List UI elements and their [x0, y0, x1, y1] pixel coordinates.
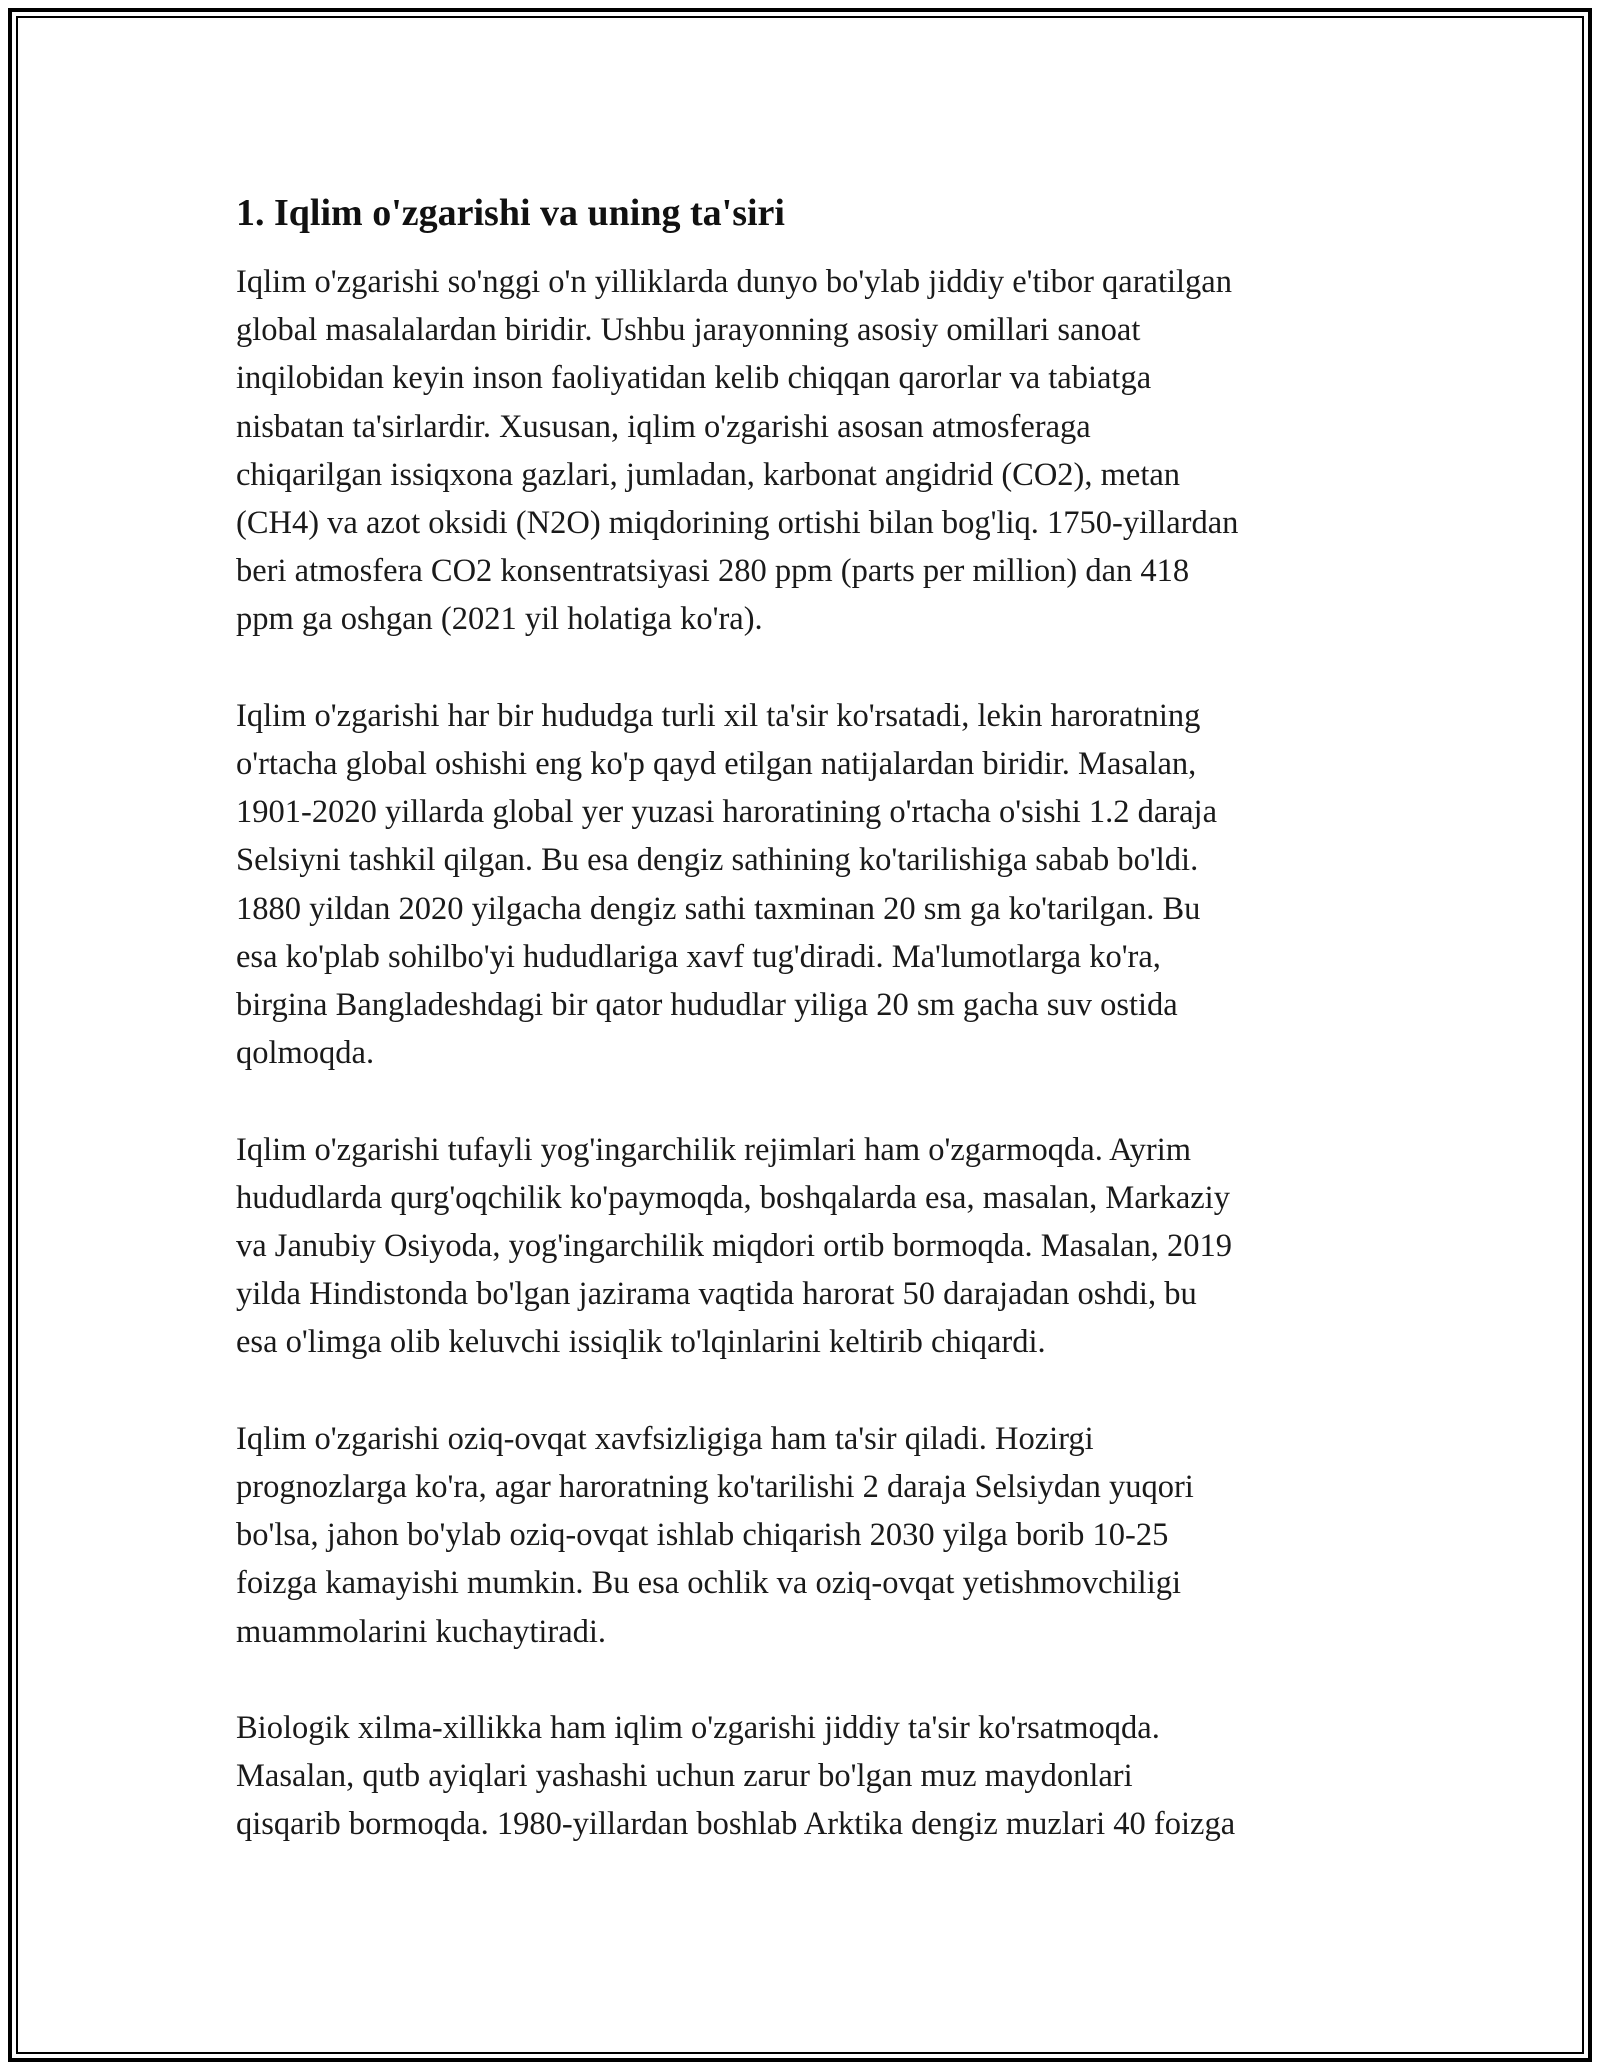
paragraph-5 [236, 1704, 1376, 1849]
text-line: va Janubiy Osiyoda, yog'ingarchilik miqdori ortib bormoqda. Masalan, 2019 [236, 1228, 1233, 1265]
text-line: prognozlarga ko'ra, agar haroratning ko'tarilishi 2 daraja Selsiydan yuqori [236, 1469, 1194, 1506]
text-line: 1880 yildan 2020 yilgacha dengiz sathi taxminan 20 sm ga ko'tarilgan. Bu [236, 890, 1201, 927]
text-line: qolmoqda. [236, 1035, 375, 1072]
text-line: ppm ga oshgan (2021 yil holatiga ko'ra). [236, 601, 763, 638]
text-line: birgina Bangladeshdagi bir qator hududlar yiliga 20 sm gacha suv ostida [236, 987, 1178, 1024]
text-line: 1901-2020 yillarda global yer yuzasi haroratining o'rtacha o'sishi 1.2 daraja [236, 794, 1217, 831]
text-line: chiqarilgan issiqxona gazlari, jumladan, karbonat angidrid (CO2), metan [236, 456, 1181, 493]
text-line: Biologik xilma-xillikka ham iqlim o'zgarishi jiddiy ta'sir ko'rsatmoqda. [236, 1710, 1160, 1747]
text-line: muammolarini kuchaytiradi. [236, 1613, 607, 1650]
text-line: Masalan, qutb ayiqlari yashashi uchun zarur bo'lgan muz maydonlari [236, 1758, 1133, 1795]
text-line: Iqlim o'zgarishi tufayli yog'ingarchilik rejimlari ham o'zgarmoqda. Ayrim [236, 1131, 1192, 1168]
paragraph-1 [236, 258, 1376, 644]
text-line: o'rtacha global oshishi eng ko'p qayd etilgan natijalardan biridir. Masalan, [236, 746, 1197, 783]
text-line: yilda Hindistonda bo'lgan jazirama vaqtida harorat 50 darajadan oshdi, bu [236, 1276, 1197, 1313]
paragraph-4 [236, 1415, 1376, 1656]
paragraph-2 [236, 692, 1376, 1078]
text-line: Iqlim o'zgarishi so'nggi o'n yilliklarda dunyo bo'ylab jiddiy e'tibor qaratilgan [236, 264, 1232, 300]
text-line: Iqlim o'zgarishi har bir hududga turli xil ta'sir ko'rsatadi, lekin haroratning [236, 697, 1201, 734]
paragraph-3 [236, 1126, 1376, 1367]
text-line: nisbatan ta'sirlardir. Xususan, iqlim o'zgarishi asosan atmosferaga [236, 408, 1091, 445]
text-line: hududlarda qurg'oqchilik ko'paymoqda, boshqalarda esa, masalan, Markaziy [236, 1179, 1230, 1216]
text-line: Iqlim o'zgarishi oziq-ovqat xavfsizligiga ham ta'sir qiladi. Hozirgi [236, 1420, 1094, 1457]
text-line: global masalalardan biridir. Ushbu jarayonning asosiy omillari sanoat [236, 312, 1141, 349]
text-line: foizga kamayishi mumkin. Bu esa ochlik va oziq-ovqat yetishmovchiligi [236, 1565, 1182, 1602]
text-line: (CH4) va azot oksidi (N2O) miqdorining ortishi bilan bog'liq. 1750-yillardan [236, 505, 1239, 542]
text-line: bo'lsa, jahon bo'ylab oziq-ovqat ishlab chiqarish 2030 yilga borib 10-25 [236, 1517, 1169, 1554]
document-body [236, 188, 1376, 1897]
text-line: esa o'limga olib keluvchi issiqlik to'lqinlarini keltirib chiqardi. [236, 1324, 1046, 1361]
text-line: Selsiyni tashkil qilgan. Bu esa dengiz sathining ko'tarilishiga sabab bo'ldi. [236, 842, 1199, 879]
text-line: beri atmosfera CO2 konsentratsiyasi 280 ppm (parts per million) dan 418 [236, 553, 1190, 590]
section-heading: 1. Iqlim o'zgarishi va uning ta'siri [236, 192, 785, 234]
text-line: qisqarib bormoqda. 1980-yillardan boshlab Arktika dengiz muzlari 40 foizga [236, 1806, 1236, 1843]
text-line: esa ko'plab sohilbo'yi hududlariga xavf tug'diradi. Ma'lumotlarga ko'ra, [236, 938, 1161, 975]
text-line: inqilobidan keyin inson faoliyatidan kelib chiqqan qarorlar va tabiatga [236, 360, 1152, 397]
